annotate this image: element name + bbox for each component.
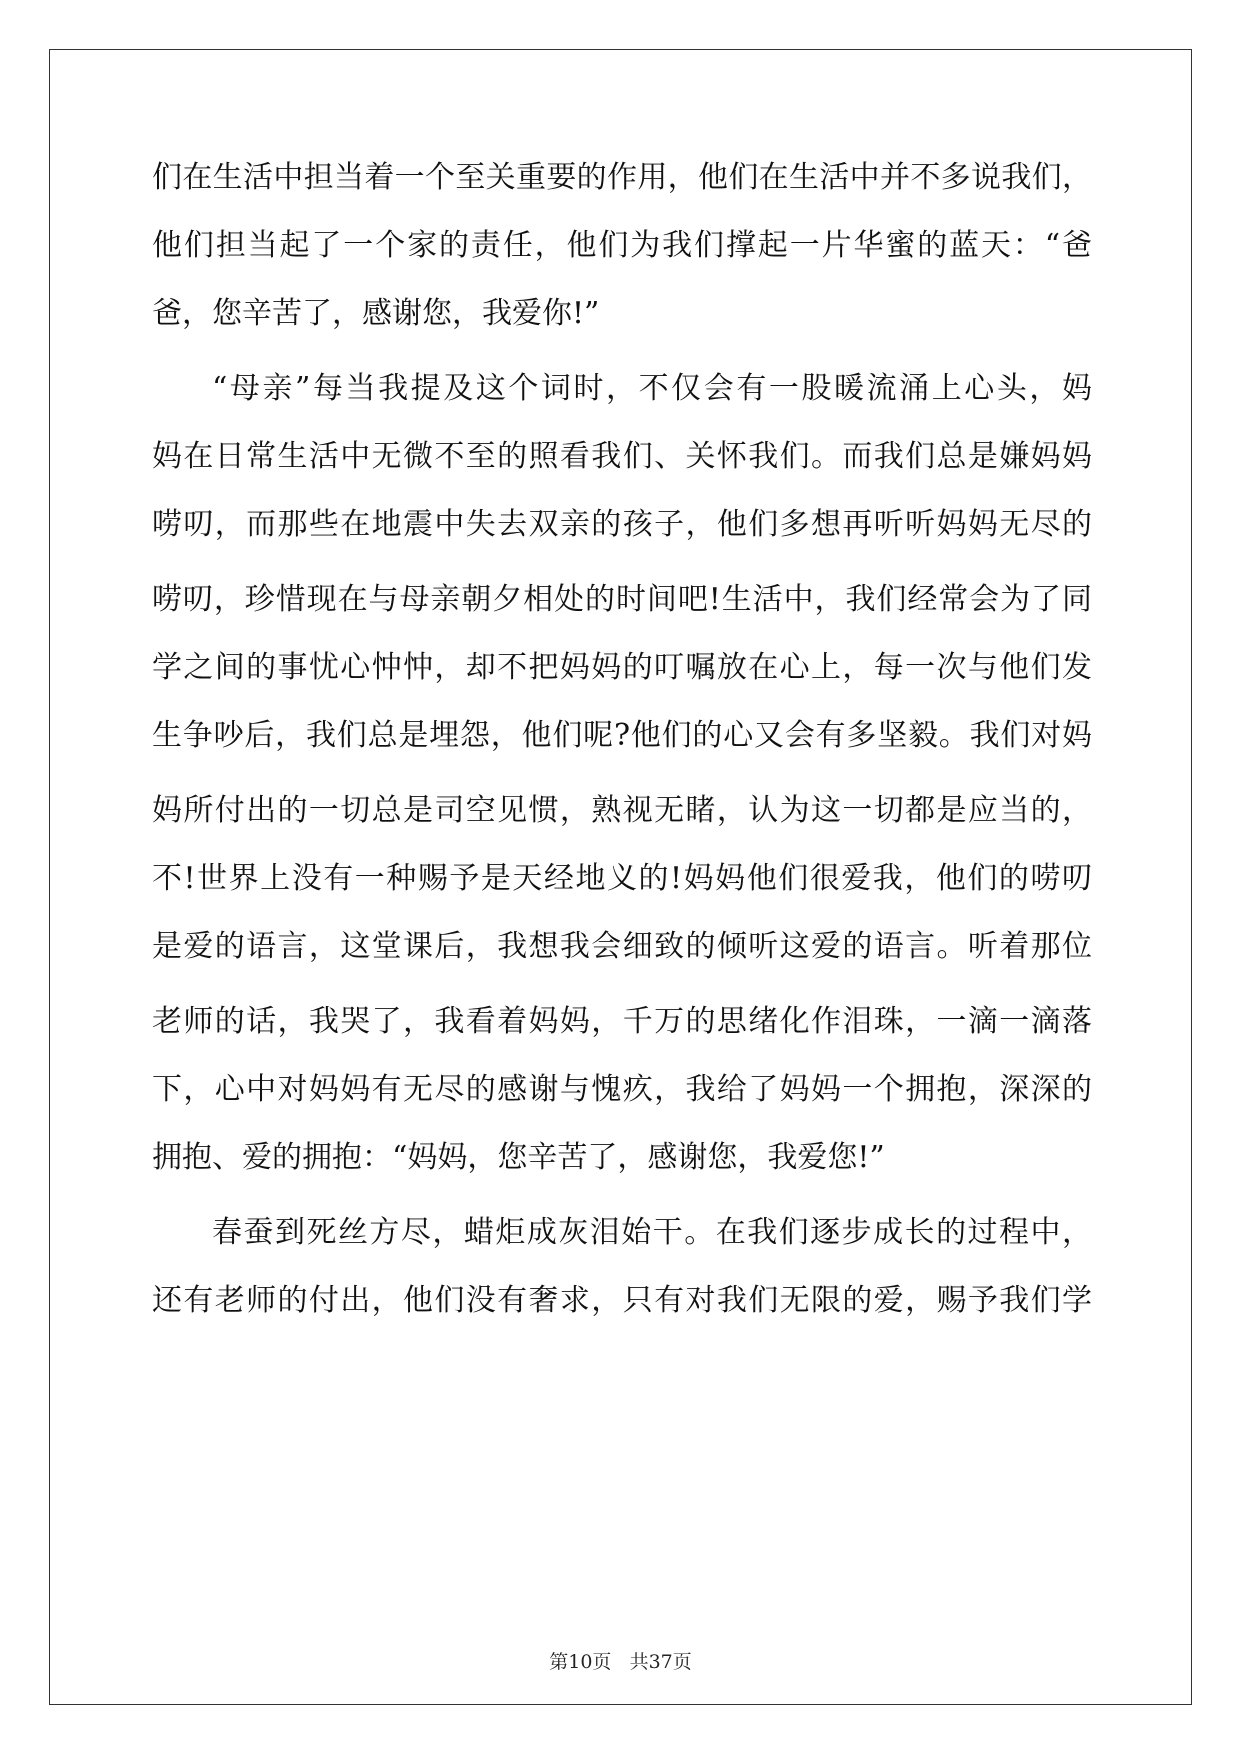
text-line: 拥抱、爱的拥抱：“妈妈，您辛苦了，感谢您，我爱您!” — [152, 1140, 885, 1175]
text-line: 妈所付出的一切总是司空见惯，熟视无睹，认为这一切都是应当的， — [152, 793, 1092, 828]
text-line: 老师的话，我哭了，我看着妈妈，千万的思绪化作泪珠，一滴一滴落 — [152, 1004, 1092, 1039]
text-line: 唠叨，而那些在地震中失去双亲的孩子，他们多想再听听妈妈无尽的 — [152, 507, 1092, 542]
text-line: 不!世界上没有一种赐予是天经地义的!妈妈他们很爱我，他们的唠叨 — [152, 861, 1092, 896]
text-line: 们在生活中担当着一个至关重要的作用，他们在生活中并不多说我们， — [152, 160, 1092, 195]
text-line: 他们担当起了一个家的责任，他们为我们撑起一片华蜜的蓝天：“爸 — [152, 228, 1092, 263]
text-line: 是爱的语言，这堂课后，我想我会细致的倾听这爱的语言。听着那位 — [152, 929, 1092, 964]
paragraph-first-line: 春蚕到死丝方尽，蜡炬成灰泪始干。在我们逐步成长的过程中， — [212, 1215, 1092, 1250]
text-line: 生争吵后，我们总是埋怨，他们呢?他们的心又会有多坚毅。我们对妈 — [152, 718, 1092, 753]
total-pages: 共37页 — [629, 1651, 692, 1673]
text-line: 唠叨，珍惜现在与母亲朝夕相处的时间吧!生活中，我们经常会为了同 — [152, 582, 1092, 617]
text-line: 下，心中对妈妈有无尽的感谢与愧疚，我给了妈妈一个拥抱，深深的 — [152, 1072, 1092, 1107]
page-number: 第10页 — [549, 1651, 612, 1673]
text-line: 爸，您辛苦了，感谢您，我爱你!” — [152, 296, 600, 331]
text-line: 学之间的事忧心忡忡，却不把妈妈的叮嘱放在心上，每一次与他们发 — [152, 650, 1092, 685]
page-footer — [0, 1650, 1241, 1674]
paragraph-first-line: “母亲”每当我提及这个词时，不仅会有一股暖流涌上心头，妈 — [212, 371, 1092, 406]
text-line: 还有老师的付出，他们没有奢求，只有对我们无限的爱，赐予我们学 — [152, 1283, 1092, 1318]
text-line: 妈在日常生活中无微不至的照看我们、关怀我们。而我们总是嫌妈妈 — [152, 439, 1092, 474]
